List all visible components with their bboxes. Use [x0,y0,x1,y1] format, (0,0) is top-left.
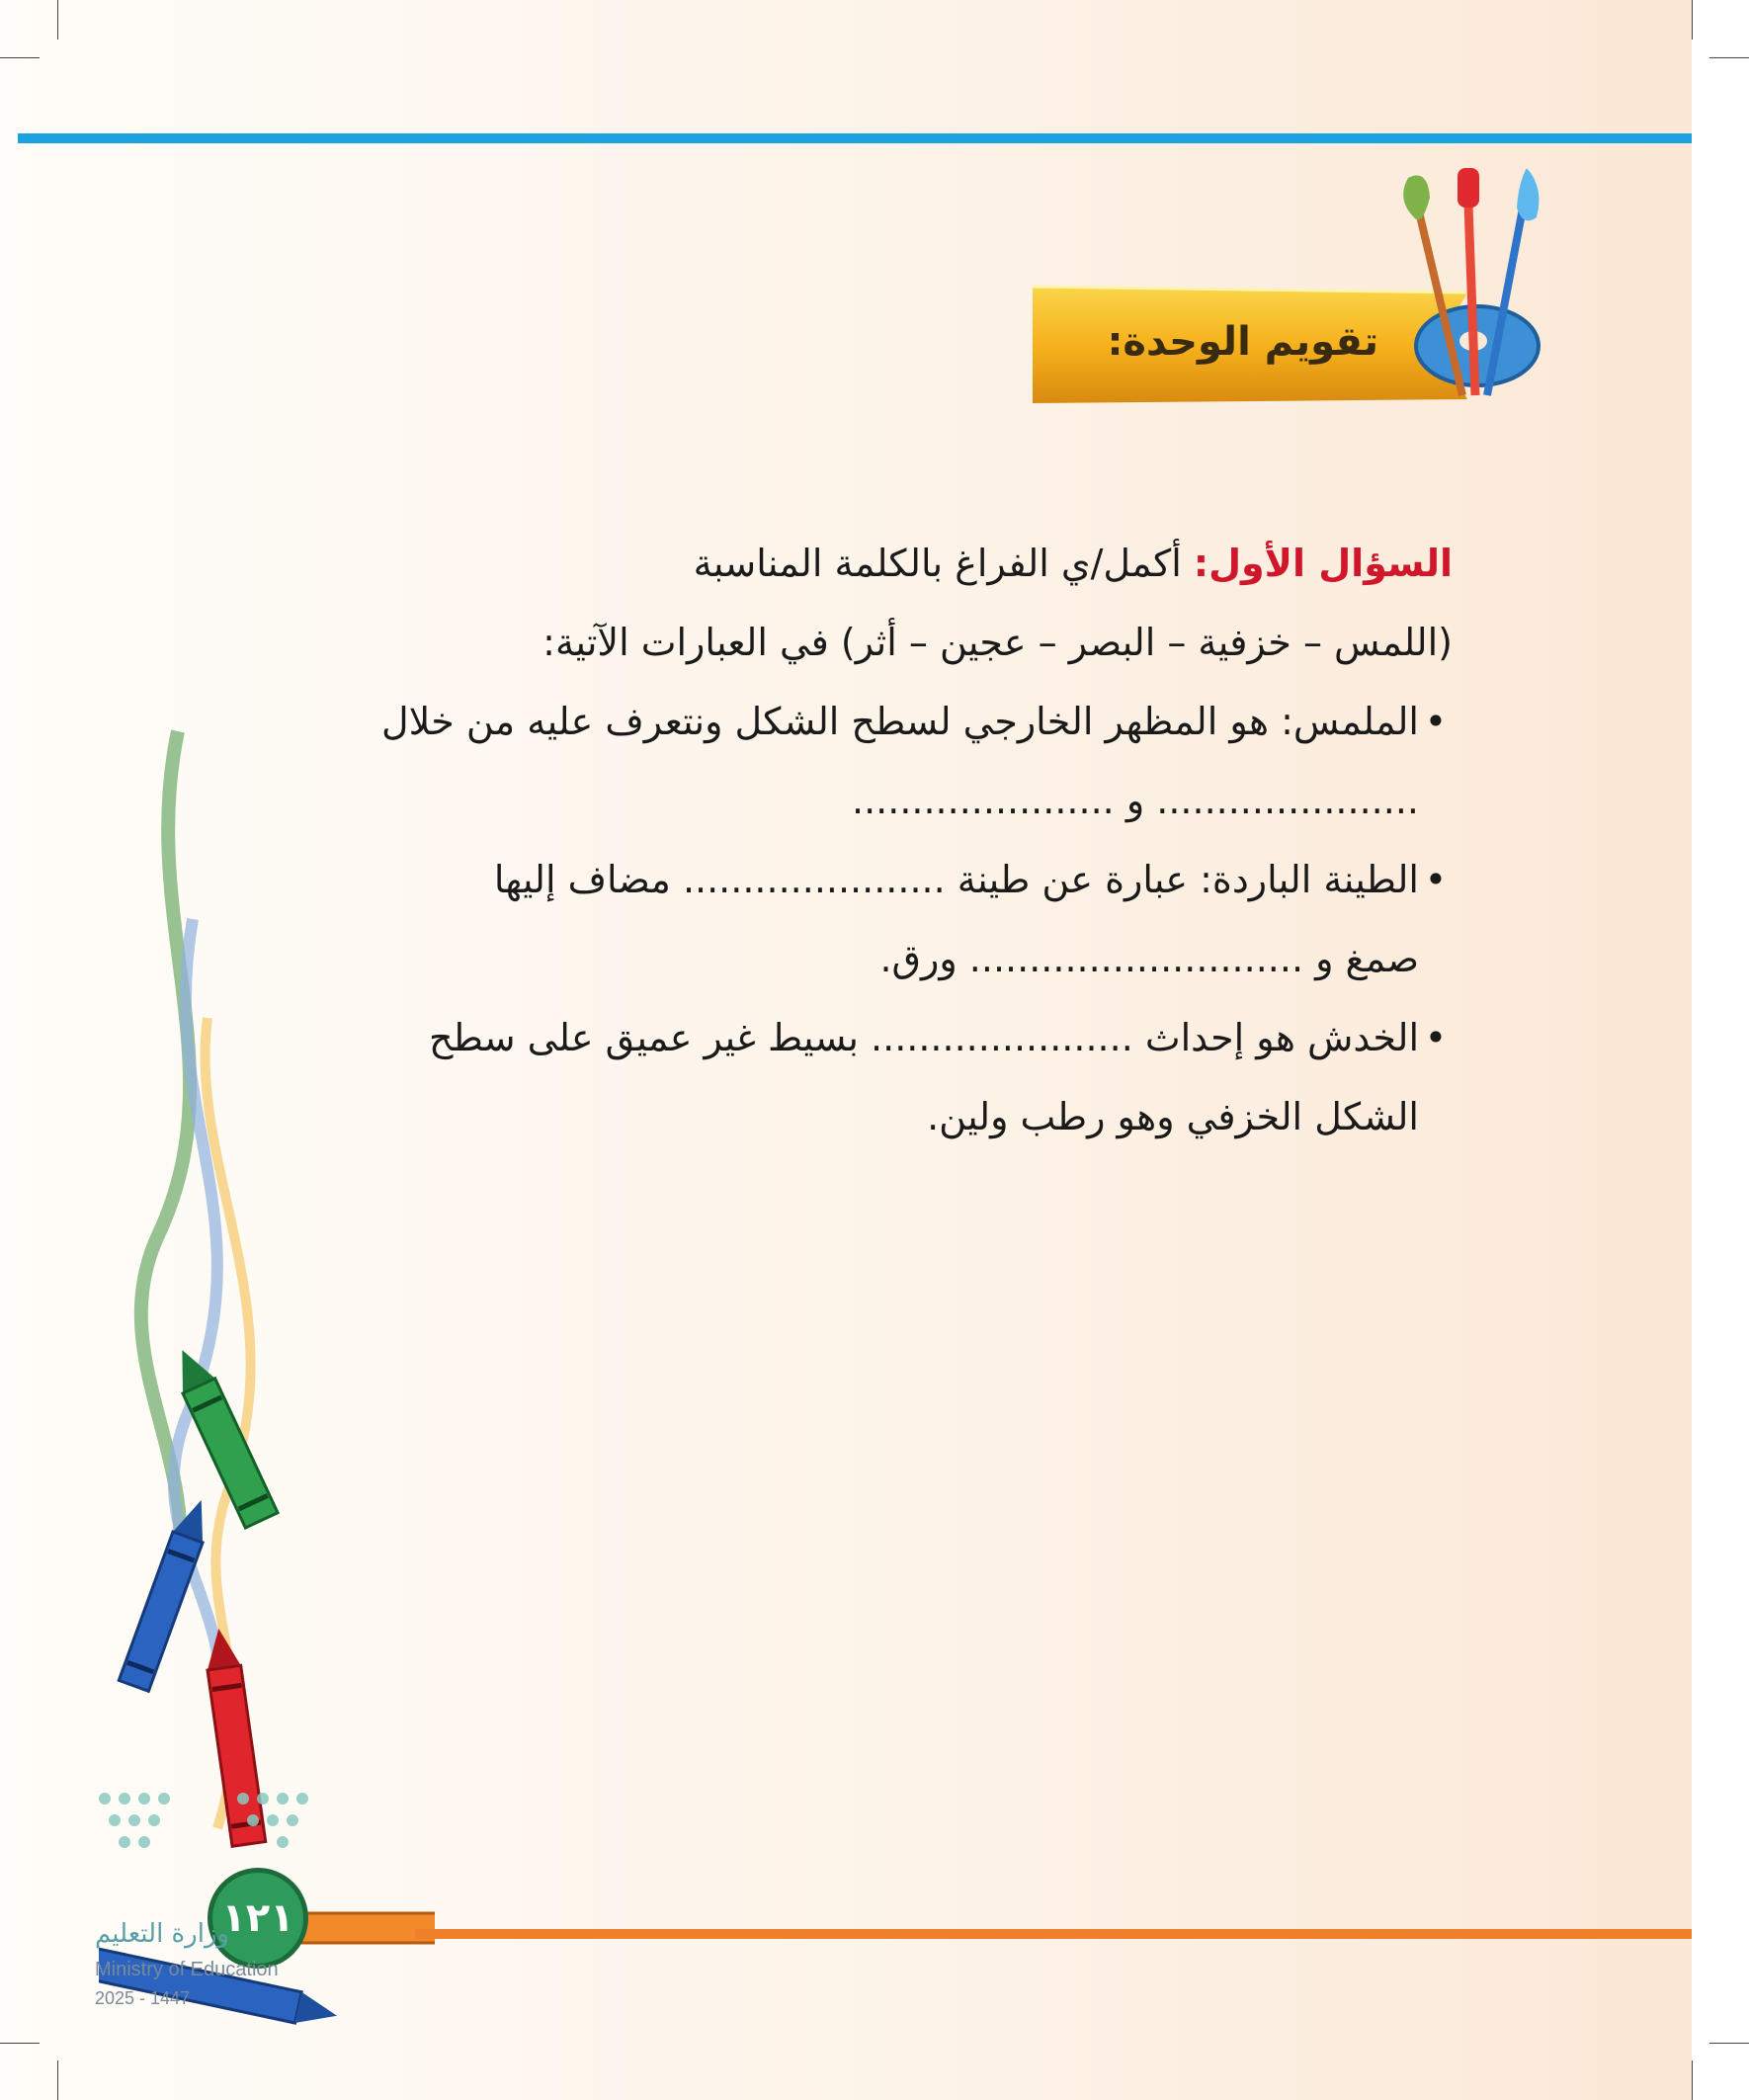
bullet-icon: • [1424,700,1448,743]
fill-blank-line[interactable]: ...................... و ...................... [852,779,1419,822]
crop-mark [1709,2043,1749,2044]
crop-mark [0,57,40,58]
fill-blank-line[interactable]: صمغ و ............................ ورق. [879,937,1419,980]
crop-mark [57,2060,58,2100]
page-number: ١٢١ [208,1868,308,1969]
question-heading [296,524,1453,603]
bullet-item [296,682,1453,840]
question-instruction: أكمل/ي الفراغ بالكلمة المناسبة [693,542,1182,585]
bullet-icon: • [1424,1016,1448,1059]
bullet-text: الملمس: هو المظهر الخارجي لسطح الشكل ونتعرف عليه من خلال [380,700,1419,743]
banner-title: تقويم الوحدة: [1107,319,1378,365]
crop-mark [1709,57,1749,58]
crop-mark [0,2043,40,2044]
crop-mark [57,0,58,40]
bullet-item [296,840,1453,998]
ministry-name-arabic: وزارة التعليم [95,1919,230,1949]
question-label: السؤال الأول: [1193,542,1453,585]
bullet-text-continued: الشكل الخزفي وهو رطب ولين. [927,1095,1419,1138]
ministry-name-english: Ministry of Education [95,1959,279,1980]
crop-mark [1692,2060,1693,2100]
bullet-text[interactable]: الطينة الباردة: عبارة عن طينة ...................... مضاف إليها [493,858,1419,901]
bottom-rule [415,1929,1692,1939]
top-rule [18,133,1692,143]
word-bank: (اللمس – خزفية – البصر – عجين – أثر) في العبارات الآتية: [542,621,1453,664]
bullet-icon: • [1424,858,1448,901]
bullet-text[interactable]: الخدش هو إحداث ...................... بسيط غير عميق على سطح [429,1016,1419,1059]
paintbrush-palette-icon [1378,168,1556,405]
edition-year: 2025 - 1447 [95,1988,191,2008]
crop-mark [1692,0,1693,40]
bullet-item [296,998,1453,1156]
question-one [296,524,1453,1156]
